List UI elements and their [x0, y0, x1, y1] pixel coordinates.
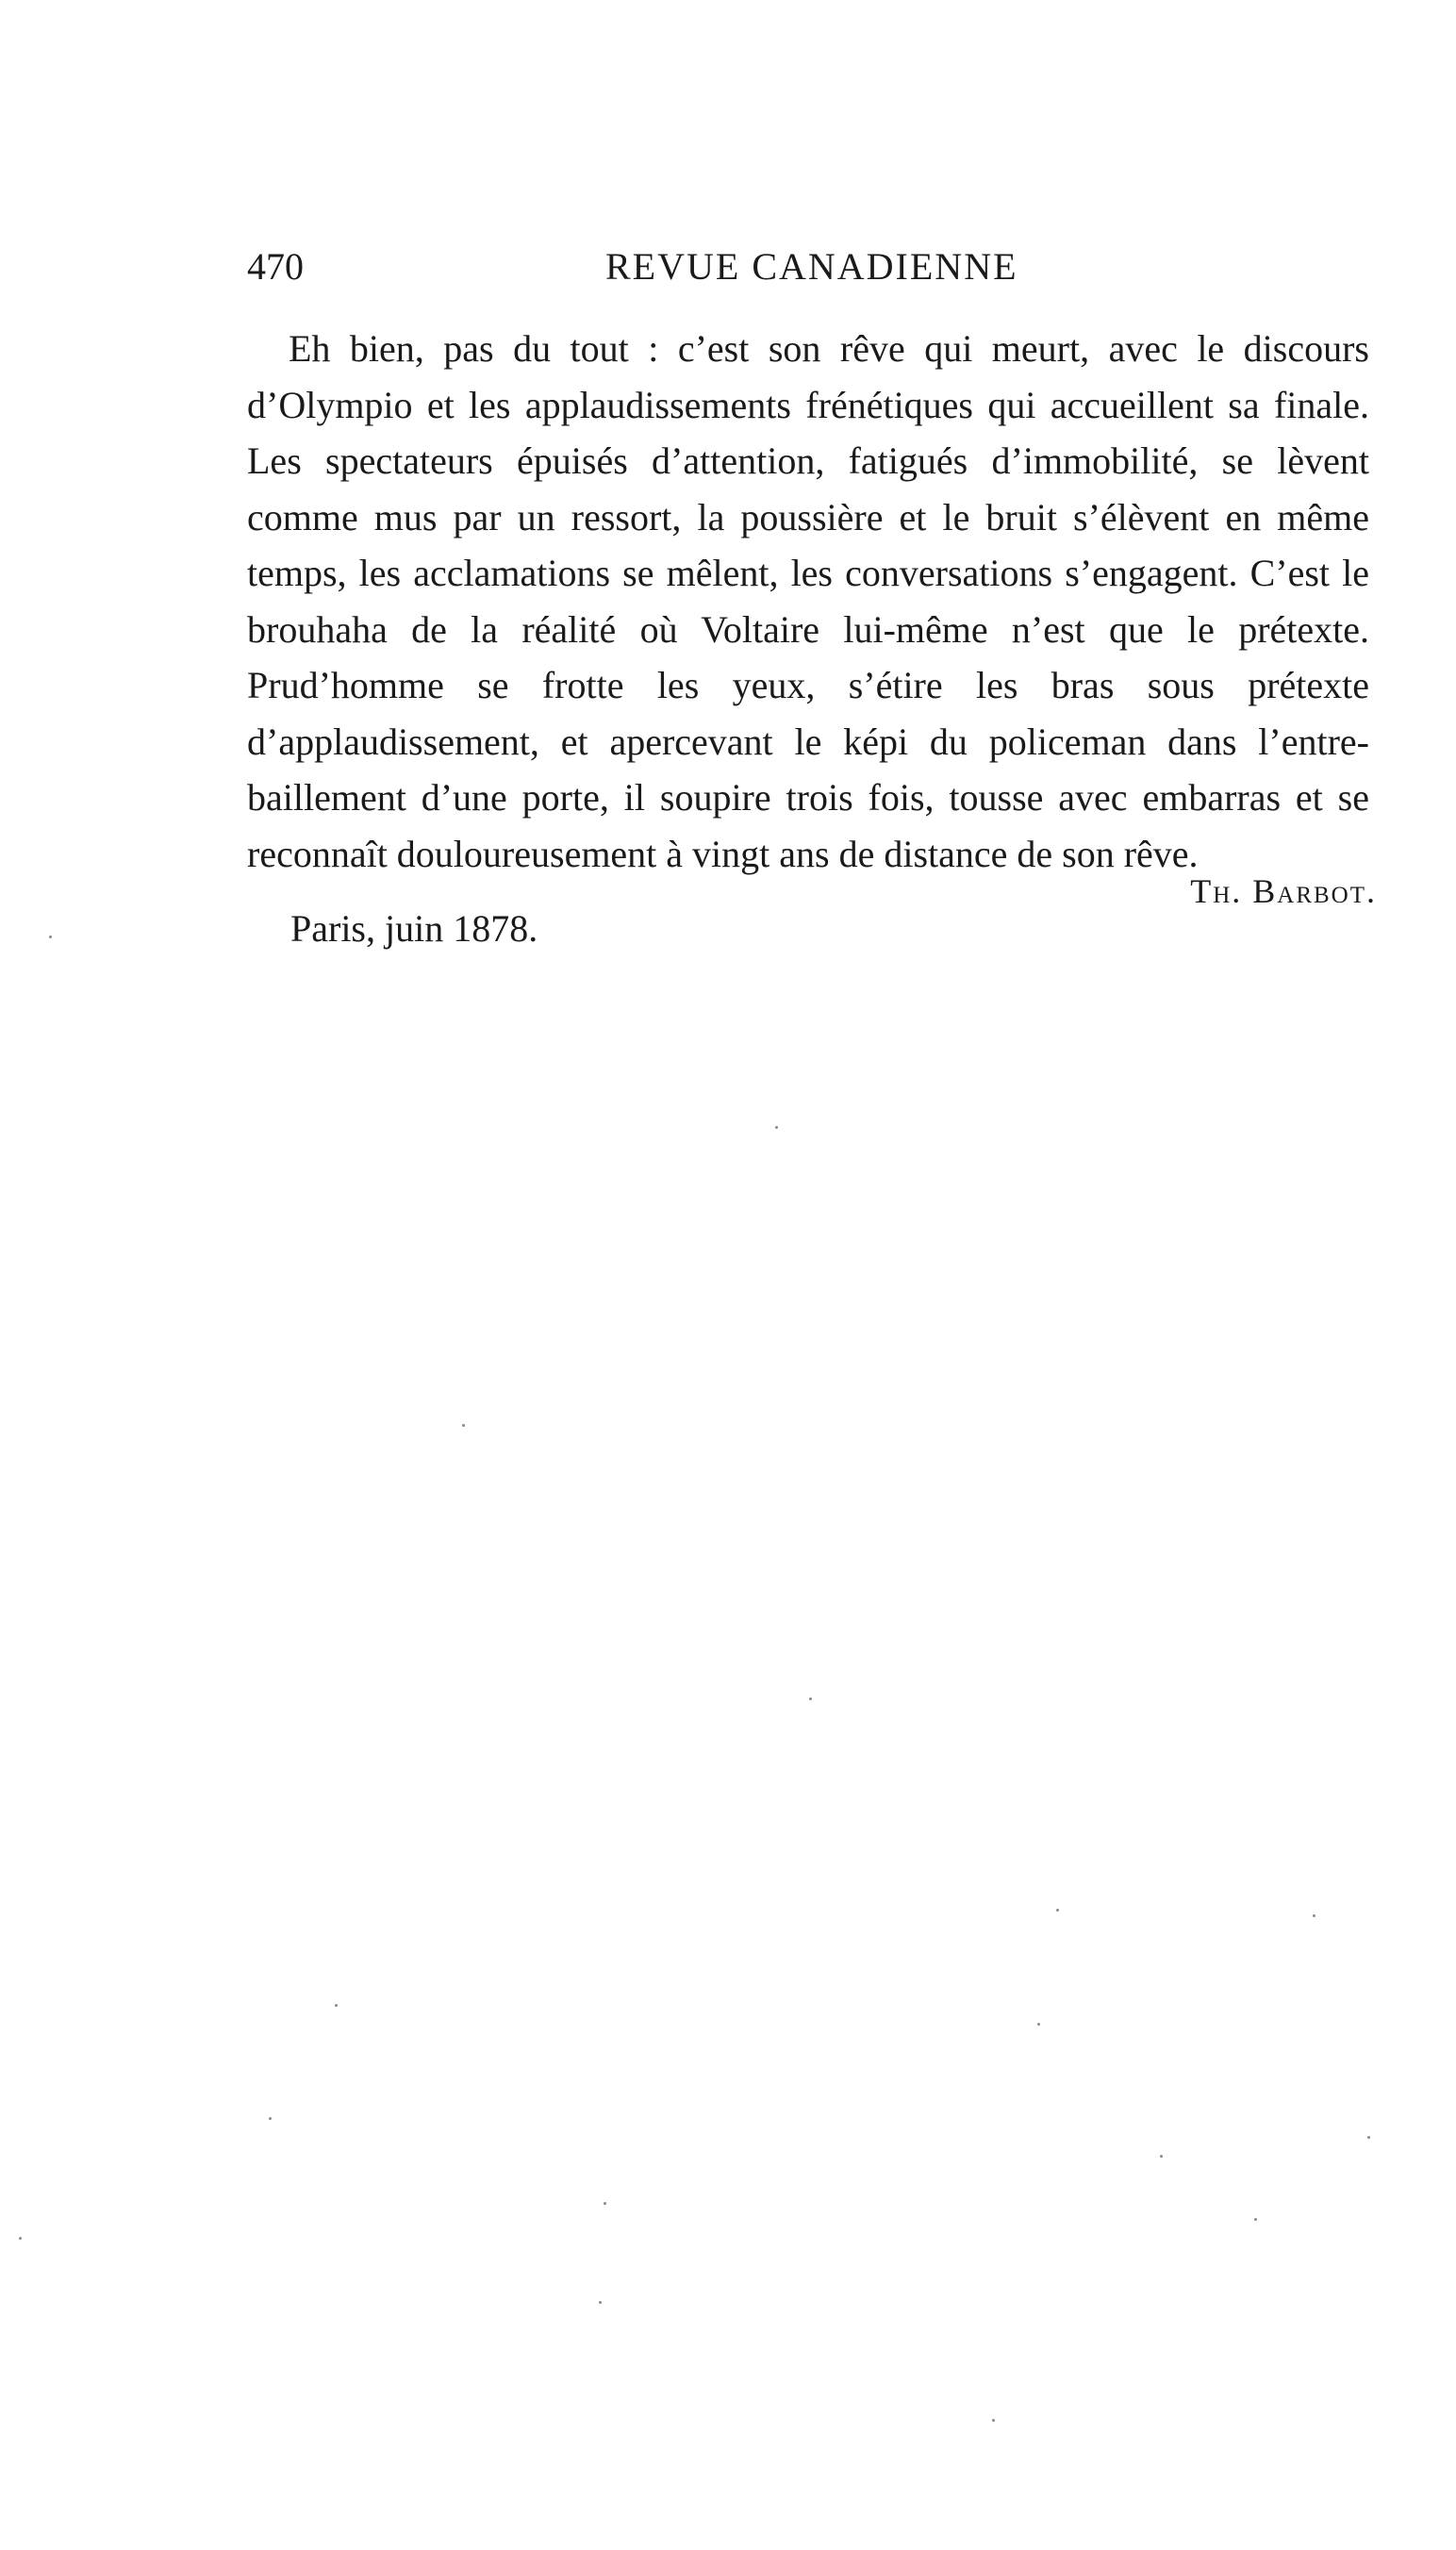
dateline: Paris, juin 1878. — [290, 907, 538, 950]
scan-speck — [599, 2301, 602, 2304]
scan-speck — [809, 1697, 812, 1700]
scan-speck — [775, 1126, 778, 1129]
scan-speck — [1313, 1914, 1315, 1917]
running-title: REVUE CANADIENNE — [605, 245, 1018, 288]
page-header — [247, 243, 1369, 290]
scan-speck — [1056, 1909, 1059, 1912]
scan-speck — [335, 2004, 338, 2007]
scan-speck — [1037, 2023, 1040, 2026]
scan-speck — [992, 2419, 995, 2422]
scan-speck — [1160, 2155, 1163, 2158]
scan-speck — [1254, 2218, 1257, 2221]
scan-speck — [19, 2237, 22, 2240]
author-signature: Th. Barbot. — [1190, 872, 1377, 910]
scan-speck — [604, 2202, 606, 2205]
scan-speck — [49, 936, 52, 938]
scan-speck — [269, 2117, 272, 2120]
scan-speck — [1367, 2136, 1370, 2139]
body-paragraph: Eh bien, pas du tout : c’est son rêve qui meurt, avec le discours d’Olympio et les applaudissements frénétiques qui accueillent sa finale. Les spectateurs épuisés d’attention, fatigués d’immobilité, se lèvent comme mus par un ressort, la poussière et le bruit s’élèvent en même temps, les acclamations se mêlent, les conversations s’engagent. C’est le brouhaha de la réalité où Voltaire lui-même n’est que le prétexte. Prud’homme se frotte les yeux, s’étire les bras sous prétexte d’applaudissement, et apercevant le képi du policeman dans l’entre-baillement d’une porte, il soupire trois fois, tousse avec embarras et se reconnaît douloureusement à vingt ans de distance de son rêve. — [247, 327, 1369, 875]
scan-speck — [462, 1424, 465, 1427]
page-number: 470 — [247, 245, 304, 288]
